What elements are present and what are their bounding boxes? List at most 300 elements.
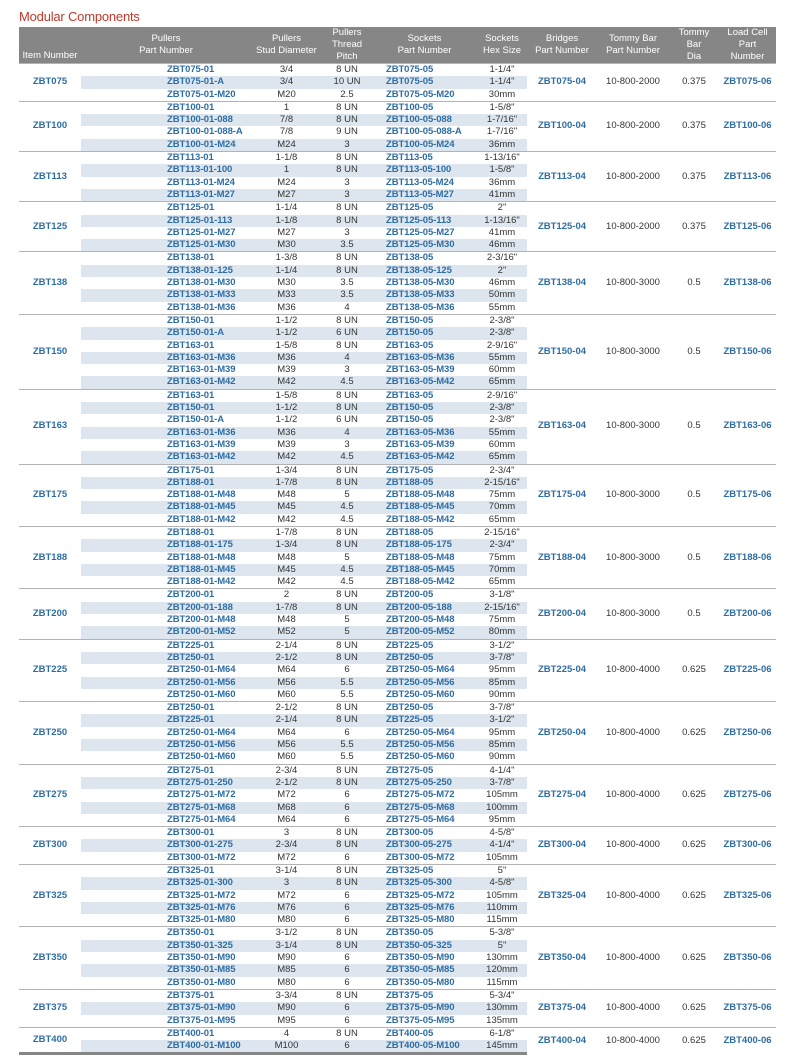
thread-pitch: 6 bbox=[322, 727, 372, 739]
load-cell-part-number: ZBT300-06 bbox=[719, 827, 776, 865]
hex-size: 5" bbox=[477, 865, 527, 878]
hex-size: 90mm bbox=[477, 751, 527, 764]
hex-size: 2-9/16" bbox=[477, 340, 527, 352]
puller-part-number: ZBT250-01-M60 bbox=[81, 751, 251, 764]
hex-size: 145mm bbox=[477, 1040, 527, 1054]
thread-pitch: 6 bbox=[322, 1015, 372, 1028]
stud-diameter: M45 bbox=[251, 501, 322, 513]
puller-part-number: ZBT275-01-M72 bbox=[81, 789, 251, 801]
hex-size: 3-7/8" bbox=[477, 702, 527, 715]
socket-part-number: ZBT075-05-M20 bbox=[372, 89, 477, 102]
puller-part-number: ZBT200-01-M48 bbox=[81, 614, 251, 626]
tommy-bar-dia: 0.375 bbox=[669, 152, 719, 202]
socket-part-number: ZBT200-05-M52 bbox=[372, 626, 477, 639]
hex-size: 130mm bbox=[477, 952, 527, 964]
socket-part-number: ZBT250-05 bbox=[372, 702, 477, 715]
hex-size: 1-7/16" bbox=[477, 126, 527, 138]
hex-size: 85mm bbox=[477, 677, 527, 689]
hex-size: 2-3/8" bbox=[477, 314, 527, 327]
stud-diameter: 1-1/2 bbox=[251, 314, 322, 327]
socket-part-number: ZBT163-05 bbox=[372, 340, 477, 352]
puller-part-number: ZBT138-01 bbox=[81, 252, 251, 265]
tommy-bar-part-number: 10-800-4000 bbox=[597, 827, 669, 865]
tommy-bar-dia: 0.5 bbox=[669, 464, 719, 526]
socket-part-number: ZBT250-05-M56 bbox=[372, 677, 477, 689]
tommy-bar-part-number: 10-800-4000 bbox=[597, 639, 669, 701]
tommy-bar-part-number: 10-800-3000 bbox=[597, 252, 669, 314]
puller-part-number: ZBT300-01-275 bbox=[81, 839, 251, 851]
socket-part-number: ZBT138-05-125 bbox=[372, 265, 477, 277]
puller-part-number: ZBT113-01-M24 bbox=[81, 177, 251, 189]
socket-part-number: ZBT300-05 bbox=[372, 827, 477, 840]
tommy-bar-dia: 0.375 bbox=[669, 101, 719, 151]
thread-pitch: 3.5 bbox=[322, 277, 372, 289]
bridge-part-number: ZBT150-04 bbox=[527, 314, 597, 389]
bridge-part-number: ZBT400-04 bbox=[527, 1027, 597, 1054]
item-number: ZBT200 bbox=[19, 589, 81, 639]
item-number: ZBT250 bbox=[19, 702, 81, 764]
hex-size: 115mm bbox=[477, 977, 527, 990]
bridge-part-number: ZBT175-04 bbox=[527, 464, 597, 526]
thread-pitch: 6 bbox=[322, 789, 372, 801]
puller-part-number: ZBT275-01-M64 bbox=[81, 814, 251, 827]
stud-diameter: M80 bbox=[251, 914, 322, 927]
table-row bbox=[19, 101, 776, 114]
tommy-bar-dia: 0.625 bbox=[669, 989, 719, 1027]
puller-part-number: ZBT113-01-M27 bbox=[81, 189, 251, 202]
hex-size: 36mm bbox=[477, 177, 527, 189]
socket-part-number: ZBT225-05 bbox=[372, 714, 477, 726]
tommy-bar-dia: 0.625 bbox=[669, 702, 719, 764]
tommy-bar-part-number: 10-800-3000 bbox=[597, 314, 669, 389]
thread-pitch: 6 bbox=[322, 802, 372, 814]
puller-part-number: ZBT100-01-088 bbox=[81, 114, 251, 126]
thread-pitch: 4.5 bbox=[322, 451, 372, 464]
hex-size: 95mm bbox=[477, 727, 527, 739]
stud-diameter: M42 bbox=[251, 576, 322, 589]
stud-diameter: M64 bbox=[251, 814, 322, 827]
stud-diameter: 2-1/4 bbox=[251, 714, 322, 726]
stud-diameter: 2-1/2 bbox=[251, 652, 322, 664]
stud-diameter: 1-1/8 bbox=[251, 215, 322, 227]
hex-size: 60mm bbox=[477, 364, 527, 376]
thread-pitch: 6 bbox=[322, 890, 372, 902]
puller-part-number: ZBT400-01-M100 bbox=[81, 1040, 251, 1054]
stud-diameter: 7/8 bbox=[251, 126, 322, 138]
puller-part-number: ZBT325-01-M72 bbox=[81, 890, 251, 902]
stud-diameter: M20 bbox=[251, 89, 322, 102]
puller-part-number: ZBT125-01-M27 bbox=[81, 227, 251, 239]
table-row bbox=[19, 314, 776, 327]
table-row bbox=[19, 252, 776, 265]
header-stud-diameter: Pullers Stud Diameter bbox=[251, 27, 322, 64]
stud-diameter: 3 bbox=[251, 827, 322, 840]
stud-diameter: M52 bbox=[251, 626, 322, 639]
tommy-bar-part-number: 10-800-2000 bbox=[597, 101, 669, 151]
bridge-part-number: ZBT075-04 bbox=[527, 64, 597, 102]
stud-diameter: M56 bbox=[251, 677, 322, 689]
socket-part-number: ZBT275-05-M64 bbox=[372, 814, 477, 827]
load-cell-part-number: ZBT138-06 bbox=[719, 252, 776, 314]
thread-pitch: 8 UN bbox=[322, 101, 372, 114]
bridge-part-number: ZBT125-04 bbox=[527, 202, 597, 252]
thread-pitch: 8 UN bbox=[322, 202, 372, 215]
puller-part-number: ZBT250-01 bbox=[81, 652, 251, 664]
stud-diameter: 1-7/8 bbox=[251, 602, 322, 614]
bridge-part-number: ZBT100-04 bbox=[527, 101, 597, 151]
hex-size: 6-1/8" bbox=[477, 1027, 527, 1040]
puller-part-number: ZBT075-01-A bbox=[81, 76, 251, 88]
table-row bbox=[19, 702, 776, 715]
hex-size: 2-3/8" bbox=[477, 402, 527, 414]
thread-pitch: 6 UN bbox=[322, 414, 372, 426]
stud-diameter: 3/4 bbox=[251, 64, 322, 77]
tommy-bar-part-number: 10-800-2000 bbox=[597, 202, 669, 252]
hex-size: 2-3/4" bbox=[477, 464, 527, 477]
socket-part-number: ZBT325-05-M76 bbox=[372, 902, 477, 914]
socket-part-number: ZBT138-05-M36 bbox=[372, 302, 477, 315]
puller-part-number: ZBT163-01-M36 bbox=[81, 352, 251, 364]
stud-diameter: M24 bbox=[251, 139, 322, 152]
stud-diameter: 3-1/4 bbox=[251, 865, 322, 878]
socket-part-number: ZBT113-05 bbox=[372, 152, 477, 165]
puller-part-number: ZBT188-01-M48 bbox=[81, 552, 251, 564]
puller-part-number: ZBT225-01 bbox=[81, 714, 251, 726]
thread-pitch: 8 UN bbox=[322, 702, 372, 715]
stud-diameter: 2 bbox=[251, 589, 322, 602]
item-number: ZBT075 bbox=[19, 64, 81, 102]
socket-part-number: ZBT250-05 bbox=[372, 652, 477, 664]
socket-part-number: ZBT350-05-M80 bbox=[372, 977, 477, 990]
load-cell-part-number: ZBT150-06 bbox=[719, 314, 776, 389]
thread-pitch: 6 bbox=[322, 964, 372, 976]
socket-part-number: ZBT250-05-M60 bbox=[372, 751, 477, 764]
puller-part-number: ZBT150-01-A bbox=[81, 414, 251, 426]
table-row bbox=[19, 464, 776, 477]
thread-pitch: 6 bbox=[322, 952, 372, 964]
puller-part-number: ZBT150-01-A bbox=[81, 327, 251, 339]
bridge-part-number: ZBT325-04 bbox=[527, 865, 597, 927]
tommy-bar-dia: 0.5 bbox=[669, 252, 719, 314]
table-row bbox=[19, 202, 776, 215]
stud-diameter: M36 bbox=[251, 352, 322, 364]
tommy-bar-dia: 0.625 bbox=[669, 764, 719, 826]
thread-pitch: 3 bbox=[322, 189, 372, 202]
stud-diameter: 1-1/4 bbox=[251, 202, 322, 215]
hex-size: 3-1/2" bbox=[477, 639, 527, 652]
socket-part-number: ZBT138-05-M33 bbox=[372, 289, 477, 301]
socket-part-number: ZBT350-05-M85 bbox=[372, 964, 477, 976]
socket-part-number: ZBT325-05-M72 bbox=[372, 890, 477, 902]
socket-part-number: ZBT100-05 bbox=[372, 101, 477, 114]
bridge-part-number: ZBT200-04 bbox=[527, 589, 597, 639]
socket-part-number: ZBT138-05-M30 bbox=[372, 277, 477, 289]
stud-diameter: M33 bbox=[251, 289, 322, 301]
hex-size: 90mm bbox=[477, 689, 527, 702]
header-item-number: Item Number bbox=[19, 27, 81, 64]
load-cell-part-number: ZBT075-06 bbox=[719, 64, 776, 102]
item-number: ZBT163 bbox=[19, 389, 81, 464]
puller-part-number: ZBT163-01-M39 bbox=[81, 439, 251, 451]
table-row bbox=[19, 989, 776, 1002]
hex-size: 80mm bbox=[477, 626, 527, 639]
thread-pitch: 8 UN bbox=[322, 526, 372, 539]
socket-part-number: ZBT113-05-M27 bbox=[372, 189, 477, 202]
bridge-part-number: ZBT138-04 bbox=[527, 252, 597, 314]
thread-pitch: 8 UN bbox=[322, 215, 372, 227]
bridge-part-number: ZBT225-04 bbox=[527, 639, 597, 701]
thread-pitch: 8 UN bbox=[322, 827, 372, 840]
thread-pitch: 6 bbox=[322, 664, 372, 676]
puller-part-number: ZBT138-01-M30 bbox=[81, 277, 251, 289]
puller-part-number: ZBT350-01-M90 bbox=[81, 952, 251, 964]
thread-pitch: 9 UN bbox=[322, 126, 372, 138]
hex-size: 5-3/4" bbox=[477, 989, 527, 1002]
thread-pitch: 5 bbox=[322, 614, 372, 626]
thread-pitch: 4.5 bbox=[322, 564, 372, 576]
thread-pitch: 8 UN bbox=[322, 865, 372, 878]
puller-part-number: ZBT375-01-M95 bbox=[81, 1015, 251, 1028]
puller-part-number: ZBT325-01 bbox=[81, 865, 251, 878]
socket-part-number: ZBT400-05-M100 bbox=[372, 1040, 477, 1054]
socket-part-number: ZBT300-05-M72 bbox=[372, 852, 477, 865]
tommy-bar-part-number: 10-800-3000 bbox=[597, 589, 669, 639]
puller-part-number: ZBT300-01 bbox=[81, 827, 251, 840]
socket-part-number: ZBT188-05-M42 bbox=[372, 514, 477, 527]
puller-part-number: ZBT375-01 bbox=[81, 989, 251, 1002]
puller-part-number: ZBT163-01-M42 bbox=[81, 376, 251, 389]
socket-part-number: ZBT188-05-M48 bbox=[372, 489, 477, 501]
load-cell-part-number: ZBT175-06 bbox=[719, 464, 776, 526]
modular-components-table bbox=[19, 27, 776, 1055]
thread-pitch: 8 UN bbox=[322, 539, 372, 551]
stud-diameter: M60 bbox=[251, 689, 322, 702]
puller-part-number: ZBT325-01-300 bbox=[81, 877, 251, 889]
hex-size: 1-5/8" bbox=[477, 101, 527, 114]
puller-part-number: ZBT250-01-M64 bbox=[81, 664, 251, 676]
puller-part-number: ZBT200-01-188 bbox=[81, 602, 251, 614]
bridge-part-number: ZBT113-04 bbox=[527, 152, 597, 202]
socket-part-number: ZBT400-05 bbox=[372, 1027, 477, 1040]
hex-size: 4-5/8" bbox=[477, 827, 527, 840]
thread-pitch: 8 UN bbox=[322, 340, 372, 352]
hex-size: 70mm bbox=[477, 564, 527, 576]
hex-size: 5-3/8" bbox=[477, 927, 527, 940]
socket-part-number: ZBT150-05 bbox=[372, 314, 477, 327]
stud-diameter: 1-5/8 bbox=[251, 389, 322, 402]
thread-pitch: 6 bbox=[322, 977, 372, 990]
item-number: ZBT100 bbox=[19, 101, 81, 151]
hex-size: 50mm bbox=[477, 289, 527, 301]
thread-pitch: 4.5 bbox=[322, 576, 372, 589]
tommy-bar-part-number: 10-800-2000 bbox=[597, 152, 669, 202]
item-number: ZBT350 bbox=[19, 927, 81, 989]
stud-diameter: M45 bbox=[251, 564, 322, 576]
socket-part-number: ZBT100-05-088-A bbox=[372, 126, 477, 138]
header-socket-part-number: Sockets Part Number bbox=[372, 27, 477, 64]
tommy-bar-dia: 0.625 bbox=[669, 927, 719, 989]
puller-part-number: ZBT250-01-M56 bbox=[81, 677, 251, 689]
hex-size: 65mm bbox=[477, 576, 527, 589]
socket-part-number: ZBT125-05-113 bbox=[372, 215, 477, 227]
stud-diameter: M24 bbox=[251, 177, 322, 189]
puller-part-number: ZBT125-01 bbox=[81, 202, 251, 215]
hex-size: 30mm bbox=[477, 89, 527, 102]
stud-diameter: 1-7/8 bbox=[251, 526, 322, 539]
puller-part-number: ZBT375-01-M90 bbox=[81, 1002, 251, 1014]
thread-pitch: 5 bbox=[322, 552, 372, 564]
puller-part-number: ZBT163-01-M42 bbox=[81, 451, 251, 464]
hex-size: 55mm bbox=[477, 427, 527, 439]
item-number: ZBT275 bbox=[19, 764, 81, 826]
socket-part-number: ZBT350-05-M90 bbox=[372, 952, 477, 964]
item-number: ZBT225 bbox=[19, 639, 81, 701]
stud-diameter: M72 bbox=[251, 890, 322, 902]
stud-diameter: 1-3/4 bbox=[251, 539, 322, 551]
socket-part-number: ZBT350-05 bbox=[372, 927, 477, 940]
puller-part-number: ZBT300-01-M72 bbox=[81, 852, 251, 865]
thread-pitch: 4 bbox=[322, 352, 372, 364]
load-cell-part-number: ZBT350-06 bbox=[719, 927, 776, 989]
load-cell-part-number: ZBT275-06 bbox=[719, 764, 776, 826]
socket-part-number: ZBT113-05-M24 bbox=[372, 177, 477, 189]
thread-pitch: 3.5 bbox=[322, 239, 372, 252]
load-cell-part-number: ZBT125-06 bbox=[719, 202, 776, 252]
socket-part-number: ZBT138-05 bbox=[372, 252, 477, 265]
hex-size: 2" bbox=[477, 202, 527, 215]
table-body bbox=[19, 64, 776, 1054]
socket-part-number: ZBT375-05-M90 bbox=[372, 1002, 477, 1014]
tommy-bar-dia: 0.625 bbox=[669, 1027, 719, 1054]
puller-part-number: ZBT250-01-M60 bbox=[81, 689, 251, 702]
puller-part-number: ZBT175-01 bbox=[81, 464, 251, 477]
item-number: ZBT188 bbox=[19, 526, 81, 588]
puller-part-number: ZBT200-01 bbox=[81, 589, 251, 602]
thread-pitch: 6 UN bbox=[322, 327, 372, 339]
socket-part-number: ZBT350-05-325 bbox=[372, 940, 477, 952]
thread-pitch: 8 UN bbox=[322, 602, 372, 614]
puller-part-number: ZBT350-01 bbox=[81, 927, 251, 940]
stud-diameter: 3-1/2 bbox=[251, 927, 322, 940]
load-cell-part-number: ZBT113-06 bbox=[719, 152, 776, 202]
hex-size: 75mm bbox=[477, 489, 527, 501]
puller-part-number: ZBT275-01-250 bbox=[81, 777, 251, 789]
header-row bbox=[19, 27, 776, 64]
socket-part-number: ZBT163-05-M36 bbox=[372, 427, 477, 439]
socket-part-number: ZBT188-05-M42 bbox=[372, 576, 477, 589]
stud-diameter: 3 bbox=[251, 877, 322, 889]
puller-part-number: ZBT188-01-M45 bbox=[81, 564, 251, 576]
thread-pitch: 8 UN bbox=[322, 777, 372, 789]
socket-part-number: ZBT163-05 bbox=[372, 389, 477, 402]
puller-part-number: ZBT125-01-M30 bbox=[81, 239, 251, 252]
thread-pitch: 8 UN bbox=[322, 464, 372, 477]
socket-part-number: ZBT188-05-M48 bbox=[372, 552, 477, 564]
stud-diameter: 2-1/2 bbox=[251, 777, 322, 789]
stud-diameter: M68 bbox=[251, 802, 322, 814]
puller-part-number: ZBT350-01-M85 bbox=[81, 964, 251, 976]
thread-pitch: 3 bbox=[322, 439, 372, 451]
puller-part-number: ZBT075-01 bbox=[81, 64, 251, 77]
hex-size: 4-1/4" bbox=[477, 839, 527, 851]
header-load-cell-part-number: Load Cell Part Number bbox=[719, 27, 776, 64]
stud-diameter: 1-1/2 bbox=[251, 327, 322, 339]
tommy-bar-part-number: 10-800-3000 bbox=[597, 526, 669, 588]
thread-pitch: 5 bbox=[322, 489, 372, 501]
puller-part-number: ZBT075-01-M20 bbox=[81, 89, 251, 102]
socket-part-number: ZBT125-05 bbox=[372, 202, 477, 215]
hex-size: 2-3/4" bbox=[477, 539, 527, 551]
thread-pitch: 8 UN bbox=[322, 64, 372, 77]
stud-diameter: M90 bbox=[251, 952, 322, 964]
hex-size: 1-1/4" bbox=[477, 76, 527, 88]
puller-part-number: ZBT400-01 bbox=[81, 1027, 251, 1040]
hex-size: 105mm bbox=[477, 852, 527, 865]
puller-part-number: ZBT138-01-M33 bbox=[81, 289, 251, 301]
load-cell-part-number: ZBT225-06 bbox=[719, 639, 776, 701]
table-row bbox=[19, 389, 776, 402]
puller-part-number: ZBT163-01-M36 bbox=[81, 427, 251, 439]
item-number: ZBT300 bbox=[19, 827, 81, 865]
thread-pitch: 4.5 bbox=[322, 514, 372, 527]
thread-pitch: 6 bbox=[322, 902, 372, 914]
socket-part-number: ZBT250-05-M56 bbox=[372, 739, 477, 751]
hex-size: 36mm bbox=[477, 139, 527, 152]
load-cell-part-number: ZBT325-06 bbox=[719, 865, 776, 927]
hex-size: 2-15/16" bbox=[477, 526, 527, 539]
stud-diameter: M27 bbox=[251, 189, 322, 202]
hex-size: 2-15/16" bbox=[477, 477, 527, 489]
hex-size: 75mm bbox=[477, 552, 527, 564]
load-cell-part-number: ZBT100-06 bbox=[719, 101, 776, 151]
stud-diameter: M85 bbox=[251, 964, 322, 976]
thread-pitch: 6 bbox=[322, 1040, 372, 1054]
thread-pitch: 3 bbox=[322, 139, 372, 152]
puller-part-number: ZBT125-01-113 bbox=[81, 215, 251, 227]
tommy-bar-part-number: 10-800-4000 bbox=[597, 865, 669, 927]
thread-pitch: 3.5 bbox=[322, 289, 372, 301]
hex-size: 2" bbox=[477, 265, 527, 277]
hex-size: 3-1/2" bbox=[477, 714, 527, 726]
stud-diameter: 1-5/8 bbox=[251, 340, 322, 352]
table-row bbox=[19, 589, 776, 602]
thread-pitch: 4 bbox=[322, 302, 372, 315]
puller-part-number: ZBT113-01 bbox=[81, 152, 251, 165]
stud-diameter: M36 bbox=[251, 427, 322, 439]
bridge-part-number: ZBT250-04 bbox=[527, 702, 597, 764]
thread-pitch: 5.5 bbox=[322, 751, 372, 764]
stud-diameter: M39 bbox=[251, 439, 322, 451]
thread-pitch: 4.5 bbox=[322, 376, 372, 389]
hex-size: 120mm bbox=[477, 964, 527, 976]
puller-part-number: ZBT113-01-100 bbox=[81, 164, 251, 176]
puller-part-number: ZBT250-01-M56 bbox=[81, 739, 251, 751]
thread-pitch: 3 bbox=[322, 177, 372, 189]
thread-pitch: 8 UN bbox=[322, 164, 372, 176]
socket-part-number: ZBT150-05 bbox=[372, 414, 477, 426]
hex-size: 105mm bbox=[477, 890, 527, 902]
puller-part-number: ZBT188-01-M48 bbox=[81, 489, 251, 501]
hex-size: 1-1/4" bbox=[477, 64, 527, 77]
load-cell-part-number: ZBT375-06 bbox=[719, 989, 776, 1027]
stud-diameter: 2-3/4 bbox=[251, 764, 322, 777]
tommy-bar-dia: 0.5 bbox=[669, 314, 719, 389]
thread-pitch: 8 UN bbox=[322, 1027, 372, 1040]
stud-diameter: 3-1/4 bbox=[251, 940, 322, 952]
header-tommy-bar-part-number: Tommy Bar Part Number bbox=[597, 27, 669, 64]
hex-size: 46mm bbox=[477, 277, 527, 289]
hex-size: 1-13/16" bbox=[477, 152, 527, 165]
